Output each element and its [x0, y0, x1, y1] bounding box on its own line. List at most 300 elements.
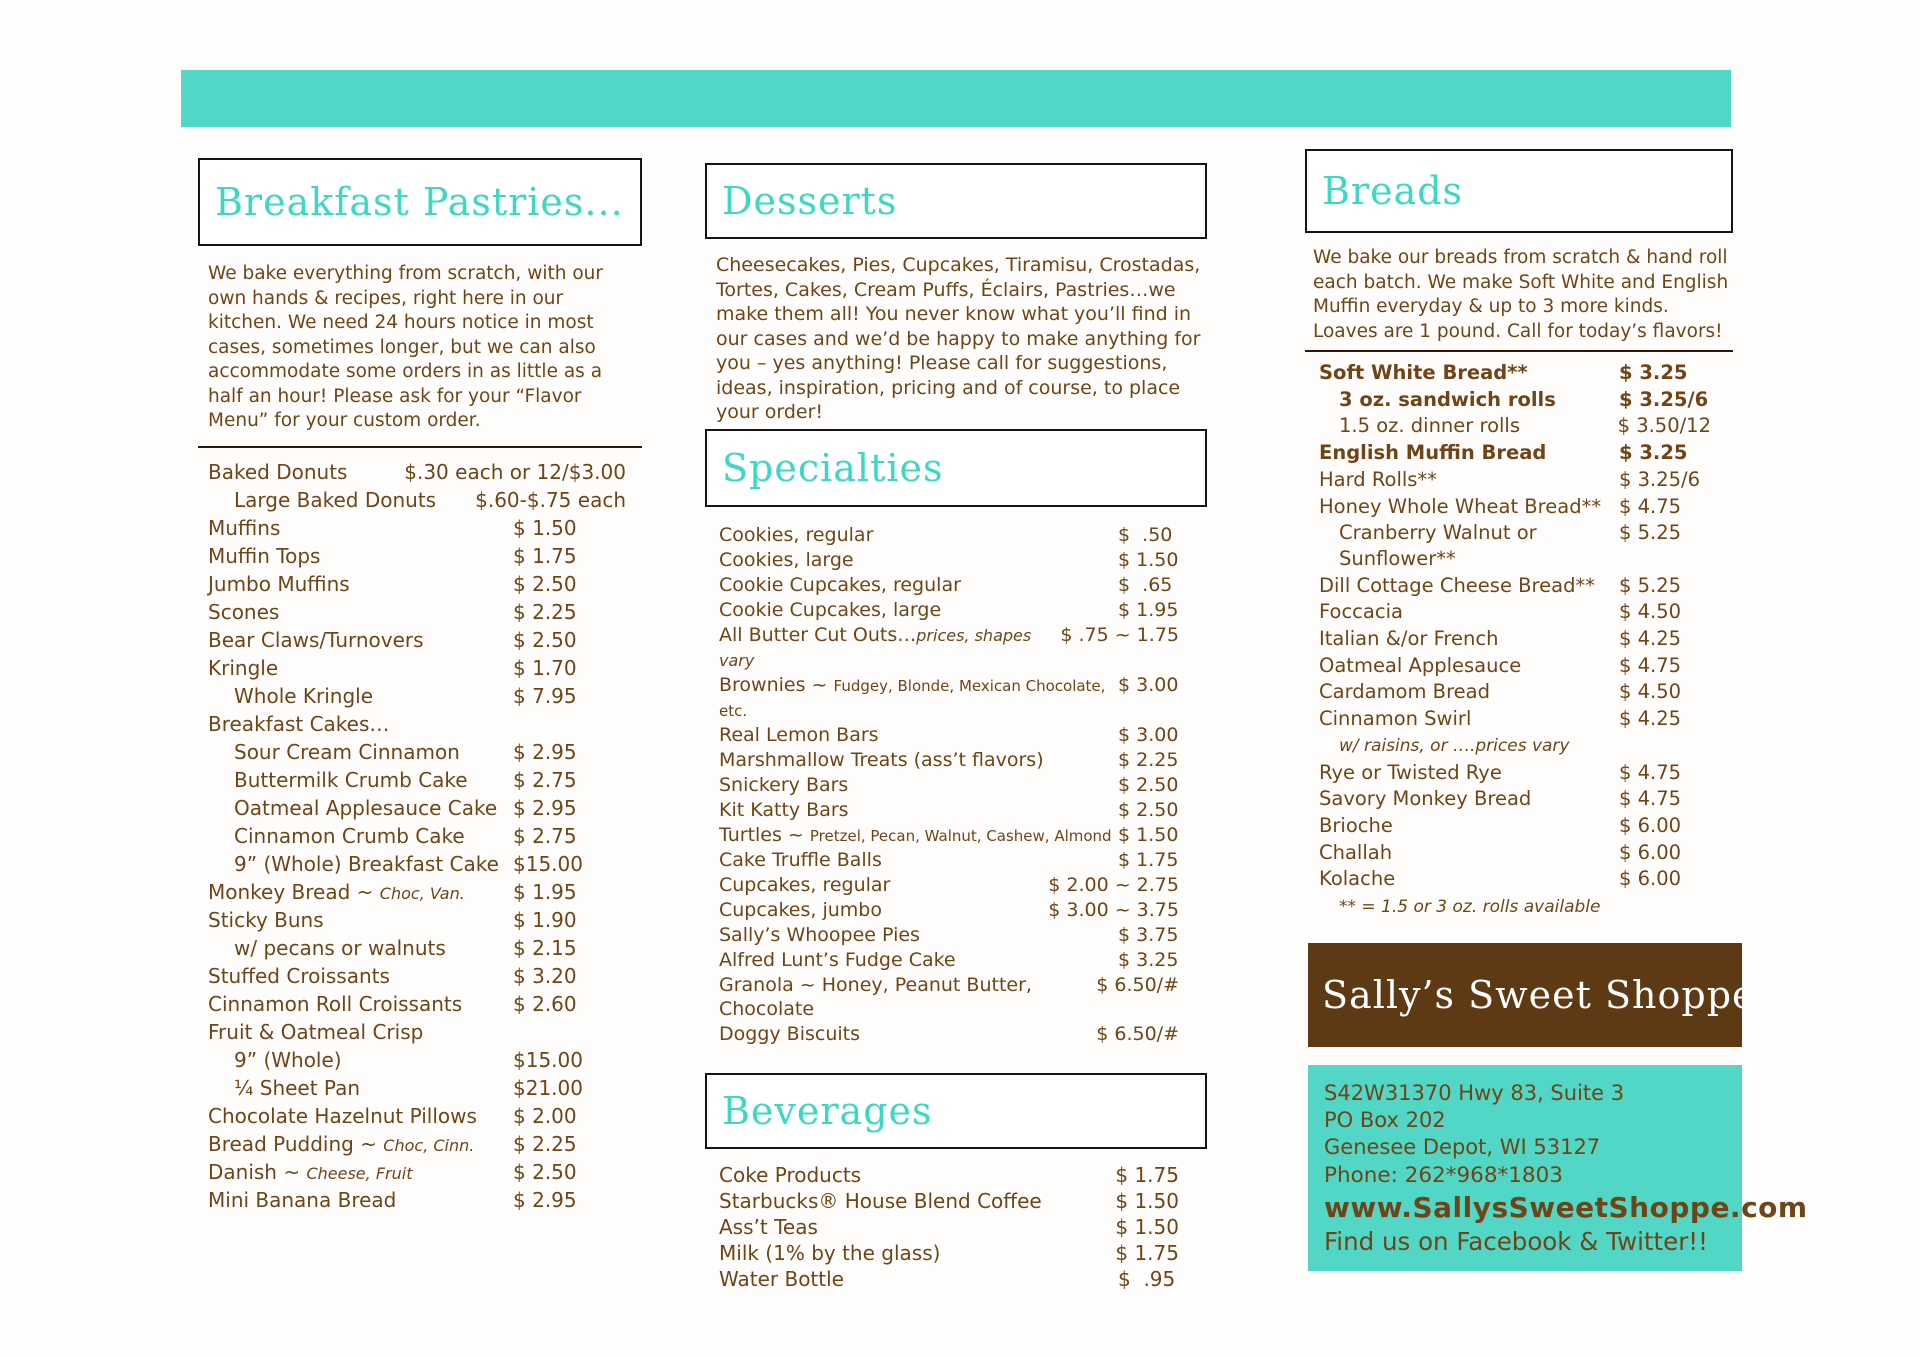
item-name: Cinnamon Swirl — [1319, 707, 1472, 731]
menu-item-row — [208, 1131, 626, 1159]
item-price: $ 2.15 — [513, 935, 577, 960]
item-name: Breakfast Cakes… — [208, 711, 390, 736]
item-name: All Butter Cut Outs… — [719, 623, 917, 646]
item-price: $ 3.25 — [1619, 441, 1688, 465]
item-label — [719, 1267, 1118, 1293]
item-name: Kit Katty Bars — [719, 798, 849, 821]
item-label — [234, 1047, 513, 1075]
item-price: $ .50 — [1118, 523, 1173, 546]
menu-item-row — [1319, 840, 1711, 867]
breads-intro: We bake our breads from scratch & hand roll each batch. We make Soft White and English Muffin everyday & up to 3 more kinds. Loaves are 1 pound. Call for today’s flavors! — [1313, 247, 1729, 342]
shop-name-banner — [1308, 943, 1756, 1047]
menu-item-row — [208, 1047, 626, 1075]
item-label — [719, 573, 1118, 598]
item-label — [719, 623, 1060, 673]
item-label — [208, 599, 513, 627]
menu-item-row — [208, 683, 626, 711]
item-label — [234, 851, 513, 879]
menu-item-row — [208, 935, 626, 963]
item-name: Dill Cottage Cheese Bread** — [1319, 573, 1595, 597]
menu-item-row — [208, 487, 626, 515]
item-price: $ 2.50 — [513, 627, 577, 652]
menu-item-row — [719, 923, 1179, 948]
item-name: Brioche — [1319, 813, 1393, 837]
item-name: Starbucks® House Blend Coffee — [719, 1188, 1042, 1213]
item-label — [234, 795, 513, 823]
item-label — [208, 1103, 513, 1131]
item-name: w/ pecans or walnuts — [234, 935, 446, 960]
item-name: Soft White Bread** — [1319, 361, 1528, 384]
item-price: $ 1.50 — [1118, 823, 1179, 846]
item-price: $ 2.50 — [513, 1159, 577, 1184]
item-name: Monkey Bread ~ — [208, 879, 380, 904]
item-price: $ 3.00 — [1118, 723, 1179, 746]
item-name: Ass’t Teas — [719, 1214, 818, 1239]
item-name: 1.5 oz. dinner rolls — [1339, 414, 1521, 438]
item-name: Turtles ~ — [719, 823, 810, 846]
item-name: Cranberry Walnut or Sunflower** — [1339, 521, 1537, 570]
menu-item-row — [719, 523, 1179, 548]
item-label — [1319, 573, 1619, 600]
menu-item-row — [208, 767, 626, 795]
item-price: $ 1.75 — [1115, 1240, 1179, 1265]
item-price: $ .95 — [1118, 1266, 1176, 1291]
menu-item-row — [719, 1022, 1179, 1047]
item-price: $ 1.90 — [513, 907, 577, 932]
item-label — [208, 543, 513, 571]
item-price: $ 1.50 — [1115, 1214, 1179, 1239]
item-label — [234, 487, 475, 515]
social-line: Find us on Facebook & Twitter!! — [1324, 1227, 1708, 1256]
menu-item-row — [719, 673, 1179, 723]
menu-item-row — [1319, 733, 1711, 760]
item-price: $ 2.95 — [513, 739, 577, 764]
item-label — [208, 1159, 513, 1187]
item-name: Kolache — [1319, 867, 1396, 891]
item-price: $ 3.25/6 — [1619, 387, 1709, 411]
item-price: $ 4.25 — [1619, 627, 1682, 651]
breakfast-item-list — [198, 459, 642, 1215]
menu-item-row — [719, 748, 1179, 773]
beverages-item-list — [705, 1163, 1207, 1293]
item-name: Snickery Bars — [719, 773, 849, 796]
item-price: $ 3.75 — [1118, 923, 1179, 946]
middle-section — [705, 163, 1207, 1293]
desserts-header-box — [705, 163, 1207, 239]
item-label — [719, 923, 1118, 948]
menu-item-row — [719, 623, 1179, 673]
item-name: Sticky Buns — [208, 907, 324, 932]
item-label — [208, 655, 513, 683]
menu-item-row — [208, 1103, 626, 1131]
item-label — [719, 1241, 1115, 1267]
item-label — [234, 739, 513, 767]
item-name: Cookie Cupcakes, large — [719, 598, 942, 621]
item-label — [719, 748, 1118, 773]
item-price: $ 6.50/# — [1096, 1022, 1179, 1045]
item-label — [208, 627, 513, 655]
item-name: Savory Monkey Bread — [1319, 787, 1532, 811]
item-label — [208, 991, 513, 1019]
item-name: Jumbo Muffins — [208, 571, 350, 596]
item-name: Bear Claws/Turnovers — [208, 627, 424, 652]
item-label — [234, 935, 513, 963]
menu-item-row — [208, 1187, 626, 1215]
item-label — [719, 848, 1118, 873]
item-label — [1319, 467, 1619, 494]
menu-item-row — [208, 543, 626, 571]
item-price: $ 2.95 — [513, 1187, 577, 1212]
item-name: Bread Pudding ~ — [208, 1131, 384, 1156]
item-price: $ 1.50 — [1115, 1188, 1179, 1213]
item-name: Cookies, large — [719, 548, 854, 571]
item-label — [719, 1163, 1115, 1189]
specialties-item-list — [705, 523, 1207, 1047]
menu-item-row — [1319, 786, 1711, 813]
item-label — [1319, 653, 1619, 680]
item-price: $ 2.75 — [513, 823, 577, 848]
menu-item-row — [719, 723, 1179, 748]
menu-item-row — [1319, 760, 1711, 787]
item-price: $ 4.50 — [1619, 600, 1682, 624]
item-name: Cinnamon Roll Croissants — [208, 991, 463, 1016]
desserts-title: Desserts — [722, 179, 898, 223]
item-name: Muffin Tops — [208, 543, 321, 568]
item-label — [719, 548, 1118, 573]
menu-item-row — [719, 598, 1179, 623]
item-label — [208, 907, 513, 935]
menu-item-row — [208, 991, 626, 1019]
menu-item-row — [1319, 440, 1711, 467]
item-price: $.60-$.75 each — [475, 487, 626, 512]
item-label — [1319, 813, 1619, 840]
item-name: English Muffin Bread — [1319, 441, 1547, 465]
menu-item-row — [1319, 599, 1711, 626]
item-price: $ 1.95 — [513, 879, 577, 904]
menu-item-row — [208, 1159, 626, 1187]
item-price: $ 2.00 ~ 2.75 — [1048, 873, 1179, 896]
item-label — [1339, 520, 1619, 572]
item-price: $15.00 — [513, 1047, 583, 1072]
item-price: $ 3.20 — [513, 963, 577, 988]
item-name: Challah — [1319, 840, 1393, 864]
menu-item-row — [208, 627, 626, 655]
item-name: ¼ Sheet Pan — [234, 1075, 361, 1100]
menu-item-row — [208, 459, 626, 487]
item-label — [1319, 360, 1619, 387]
item-name: Stuffed Croissants — [208, 963, 390, 988]
item-price: $ 2.75 — [513, 767, 577, 792]
item-label — [719, 673, 1118, 723]
item-label — [719, 598, 1118, 623]
item-name: Cupcakes, jumbo — [719, 898, 882, 921]
item-name: Mini Banana Bread — [208, 1187, 397, 1212]
item-price: $ 3.50/12 — [1617, 414, 1711, 438]
item-name: Scones — [208, 599, 280, 624]
item-name: Cookie Cupcakes, regular — [719, 573, 961, 596]
breakfast-pastries-intro: We bake everything from scratch, with our own hands & recipes, right here in our kitchen. We need 24 hours notice in most cases, sometimes longer, but we can also accommodate some orders in as little as a half an hour! Please ask for your “Flavor Menu” for your custom order. — [208, 263, 603, 431]
menu-item-row — [1319, 653, 1711, 680]
item-price: $ 1.75 — [513, 543, 577, 568]
menu-item-row — [719, 1241, 1179, 1267]
item-name: Baked Donuts — [208, 459, 348, 484]
item-price: $ 2.50 — [1118, 798, 1179, 821]
menu-item-row — [208, 879, 626, 907]
menu-item-row — [208, 851, 626, 879]
item-name: Oatmeal Applesauce — [1319, 653, 1522, 677]
breads-section — [1305, 149, 1733, 917]
item-label — [1319, 786, 1619, 813]
item-price: $ 2.50 — [1118, 773, 1179, 796]
item-name: Water Bottle — [719, 1266, 844, 1291]
item-price: $ 1.95 — [1118, 598, 1179, 621]
menu-item-row — [719, 973, 1179, 1022]
item-note: Pretzel, Pecan, Walnut, Cashew, Almond — [809, 826, 1112, 845]
menu-item-row — [208, 655, 626, 683]
item-label — [719, 898, 1048, 923]
item-name: Real Lemon Bars — [719, 723, 879, 746]
menu-item-row — [719, 1163, 1179, 1189]
item-price: $ 2.25 — [1118, 748, 1179, 771]
menu-item-row — [1319, 679, 1711, 706]
item-price: $15.00 — [513, 851, 583, 876]
item-name: 9” (Whole) — [234, 1047, 342, 1072]
item-name: Cupcakes, regular — [719, 873, 891, 896]
item-name: Cake Truffle Balls — [719, 848, 882, 871]
item-label — [208, 963, 513, 991]
item-price: $ 2.60 — [513, 991, 577, 1016]
contact-info-box — [1308, 1065, 1808, 1271]
item-name: Chocolate Hazelnut Pillows — [208, 1103, 477, 1128]
specialties-title: Specialties — [722, 445, 944, 490]
item-name: w/ raisins, or ….prices vary — [1339, 735, 1570, 756]
menu-item-row — [1319, 467, 1711, 494]
item-price: $ 2.25 — [513, 599, 577, 624]
item-label — [1319, 679, 1619, 706]
menu-item-row — [719, 873, 1179, 898]
item-name: Honey Whole Wheat Bread** — [1319, 494, 1602, 518]
menu-item-row — [719, 773, 1179, 798]
menu-item-row — [208, 1075, 626, 1103]
item-price: $ 4.75 — [1619, 494, 1682, 518]
item-price: $ 7.95 — [513, 683, 577, 708]
item-name: Brownies ~ — [719, 673, 834, 696]
item-label — [1339, 733, 1619, 760]
item-name: Doggy Biscuits — [719, 1022, 860, 1045]
item-price: $ 6.00 — [1619, 813, 1682, 837]
item-label — [1319, 599, 1619, 626]
item-label — [208, 1187, 513, 1215]
item-label — [208, 571, 513, 599]
item-label — [719, 973, 1096, 1022]
item-label — [234, 767, 513, 795]
item-name: Rye or Twisted Rye — [1319, 760, 1502, 784]
menu-item-row — [719, 823, 1179, 848]
item-label — [208, 1131, 513, 1159]
item-name: Sally’s Whoopee Pies — [719, 923, 920, 946]
breakfast-divider — [198, 446, 642, 448]
item-name: Granola ~ Honey, Peanut Butter, Chocolate — [719, 973, 1032, 1020]
item-name: Fruit & Oatmeal Crisp — [208, 1019, 424, 1044]
breads-footnote: ** = 1.5 or 3 oz. rolls available — [1339, 897, 1601, 918]
item-name: Milk (1% by the glass) — [719, 1240, 941, 1265]
item-price: $ 2.95 — [513, 795, 577, 820]
item-label — [208, 1019, 513, 1047]
item-label — [208, 515, 513, 543]
item-price: $ 1.75 — [1115, 1162, 1179, 1187]
menu-item-row — [208, 515, 626, 543]
menu-item-row — [208, 739, 626, 767]
menu-item-row — [1319, 626, 1711, 653]
item-price: $ 5.25 — [1619, 573, 1682, 597]
item-price: $ 3.25/6 — [1619, 467, 1700, 491]
item-label — [1339, 387, 1619, 414]
menu-item-row — [208, 823, 626, 851]
item-price: $ 3.00 ~ 3.75 — [1048, 898, 1179, 921]
item-label — [719, 798, 1118, 823]
item-name: Cinnamon Crumb Cake — [234, 823, 465, 848]
beverages-header-box — [705, 1073, 1207, 1149]
item-label — [234, 823, 513, 851]
item-name: Marshmallow Treats (ass’t flavors) — [719, 748, 1044, 771]
beverages-title: Beverages — [722, 1088, 933, 1133]
item-price: $ 3.25 — [1619, 361, 1688, 384]
specialties-header-box — [705, 429, 1207, 507]
item-label — [234, 683, 513, 711]
item-label — [208, 879, 513, 907]
item-price: $ 1.75 — [1118, 848, 1179, 871]
item-label — [208, 459, 404, 487]
menu-item-row — [208, 907, 626, 935]
item-name: 3 oz. sandwich rolls — [1339, 387, 1556, 411]
item-label — [1319, 494, 1619, 521]
item-label — [1319, 626, 1619, 653]
item-name: Danish ~ — [208, 1159, 307, 1184]
menu-item-row — [208, 711, 626, 739]
item-price: $ 2.00 — [513, 1103, 577, 1128]
item-name: Hard Rolls** — [1319, 467, 1437, 491]
menu-item-row — [719, 548, 1179, 573]
item-name: 9” (Whole) Breakfast Cake — [234, 851, 499, 876]
item-name: Buttermilk Crumb Cake — [234, 767, 468, 792]
menu-item-row — [719, 1215, 1179, 1241]
item-price: $.30 each or 12/$3.00 — [404, 459, 626, 484]
menu-item-row — [719, 1189, 1179, 1215]
menu-item-row — [1319, 494, 1711, 521]
item-name: Muffins — [208, 515, 281, 540]
item-label — [234, 1075, 513, 1103]
item-label — [719, 1022, 1096, 1047]
item-price: $ 6.00 — [1619, 840, 1682, 864]
item-label — [719, 1189, 1115, 1215]
item-price: $ 4.75 — [1619, 787, 1682, 811]
item-note: prices, shapes vary — [719, 625, 1032, 670]
item-name: Alfred Lunt’s Fudge Cake — [719, 948, 956, 971]
menu-item-row — [1319, 520, 1711, 572]
phone-line: Phone: 262*968*1803 — [1324, 1163, 1563, 1188]
item-note: Choc, Van. — [379, 883, 465, 903]
address-line-3: Genesee Depot, WI 53127 — [1324, 1135, 1601, 1159]
item-label — [719, 823, 1118, 848]
menu-item-row — [208, 571, 626, 599]
item-price: $ 6.00 — [1619, 867, 1682, 891]
item-price: $ 5.25 — [1619, 521, 1682, 545]
item-price: $ .75 ~ 1.75 — [1060, 623, 1179, 646]
menu-item-row — [208, 795, 626, 823]
item-name: Coke Products — [719, 1162, 862, 1187]
item-price: $ 1.50 — [513, 515, 577, 540]
item-label — [719, 873, 1048, 898]
item-note: Fudgey, Blonde, Mexican Chocolate, etc. — [719, 676, 1106, 720]
item-price: $ 1.50 — [1118, 548, 1179, 571]
menu-item-row — [1319, 706, 1711, 733]
menu-item-row — [1319, 573, 1711, 600]
item-price: $ 4.75 — [1619, 653, 1682, 677]
item-label — [1319, 440, 1619, 467]
menu-item-row — [719, 848, 1179, 873]
menu-item-row — [719, 898, 1179, 923]
item-price: $ 4.50 — [1619, 680, 1682, 704]
menu-item-row — [208, 599, 626, 627]
item-label — [1339, 413, 1618, 440]
item-price: $ .65 — [1118, 573, 1173, 596]
item-name: Oatmeal Applesauce Cake — [234, 795, 498, 820]
item-label — [719, 523, 1118, 548]
breakfast-pastries-section — [198, 158, 642, 1215]
breads-item-list — [1305, 360, 1733, 893]
item-label — [719, 948, 1118, 973]
item-price: $ 4.75 — [1619, 760, 1682, 784]
item-label — [719, 1215, 1115, 1241]
address-line-2: PO Box 202 — [1324, 1108, 1446, 1132]
breads-divider — [1305, 350, 1733, 352]
item-price: $ 1.70 — [513, 655, 577, 680]
breakfast-pastries-header-box — [198, 158, 642, 246]
item-name: Italian &/or French — [1319, 627, 1499, 651]
item-name: Cardamom Bread — [1319, 680, 1490, 704]
item-price: $ 6.50/# — [1096, 973, 1179, 996]
menu-item-row — [1319, 360, 1711, 387]
item-label — [1319, 706, 1619, 733]
item-price: $ 3.00 — [1118, 673, 1179, 696]
menu-item-row — [719, 798, 1179, 823]
item-name: Cookies, regular — [719, 523, 874, 546]
item-label — [1319, 760, 1619, 787]
menu-item-row — [719, 573, 1179, 598]
breads-header-box — [1305, 149, 1733, 233]
item-label — [719, 723, 1118, 748]
menu-item-row — [1319, 813, 1711, 840]
website-url: www.SallysSweetShoppe.com — [1324, 1191, 1808, 1224]
item-name: Large Baked Donuts — [234, 487, 437, 512]
item-name: Foccacia — [1319, 600, 1403, 624]
menu-item-row — [1319, 866, 1711, 893]
item-label — [208, 711, 513, 739]
item-label — [719, 773, 1118, 798]
menu-item-row — [208, 1019, 626, 1047]
top-accent-bar — [181, 70, 1731, 127]
item-note: Choc, Cinn. — [383, 1135, 475, 1155]
item-price: $ 4.25 — [1619, 707, 1682, 731]
breakfast-pastries-title: Breakfast Pastries... — [215, 180, 624, 224]
item-name: Whole Kringle — [234, 683, 374, 708]
item-note: Cheese, Fruit — [306, 1163, 413, 1183]
item-label — [1319, 866, 1619, 893]
breads-title: Breads — [1322, 169, 1464, 213]
item-price: $ 2.25 — [513, 1131, 577, 1156]
desserts-intro: Cheesecakes, Pies, Cupcakes, Tiramisu, Crostadas, Tortes, Cakes, Cream Puffs, Éclairs, Pastries…we make them all! You never know what you’ll find in our cases and we’d be happy to make anything for you – yes anything! Please call for suggestions, ideas, inspiration, pricing and of course, to place your order! — [716, 254, 1201, 423]
shop-name: Sally’s Sweet Shoppe — [1322, 973, 1756, 1017]
